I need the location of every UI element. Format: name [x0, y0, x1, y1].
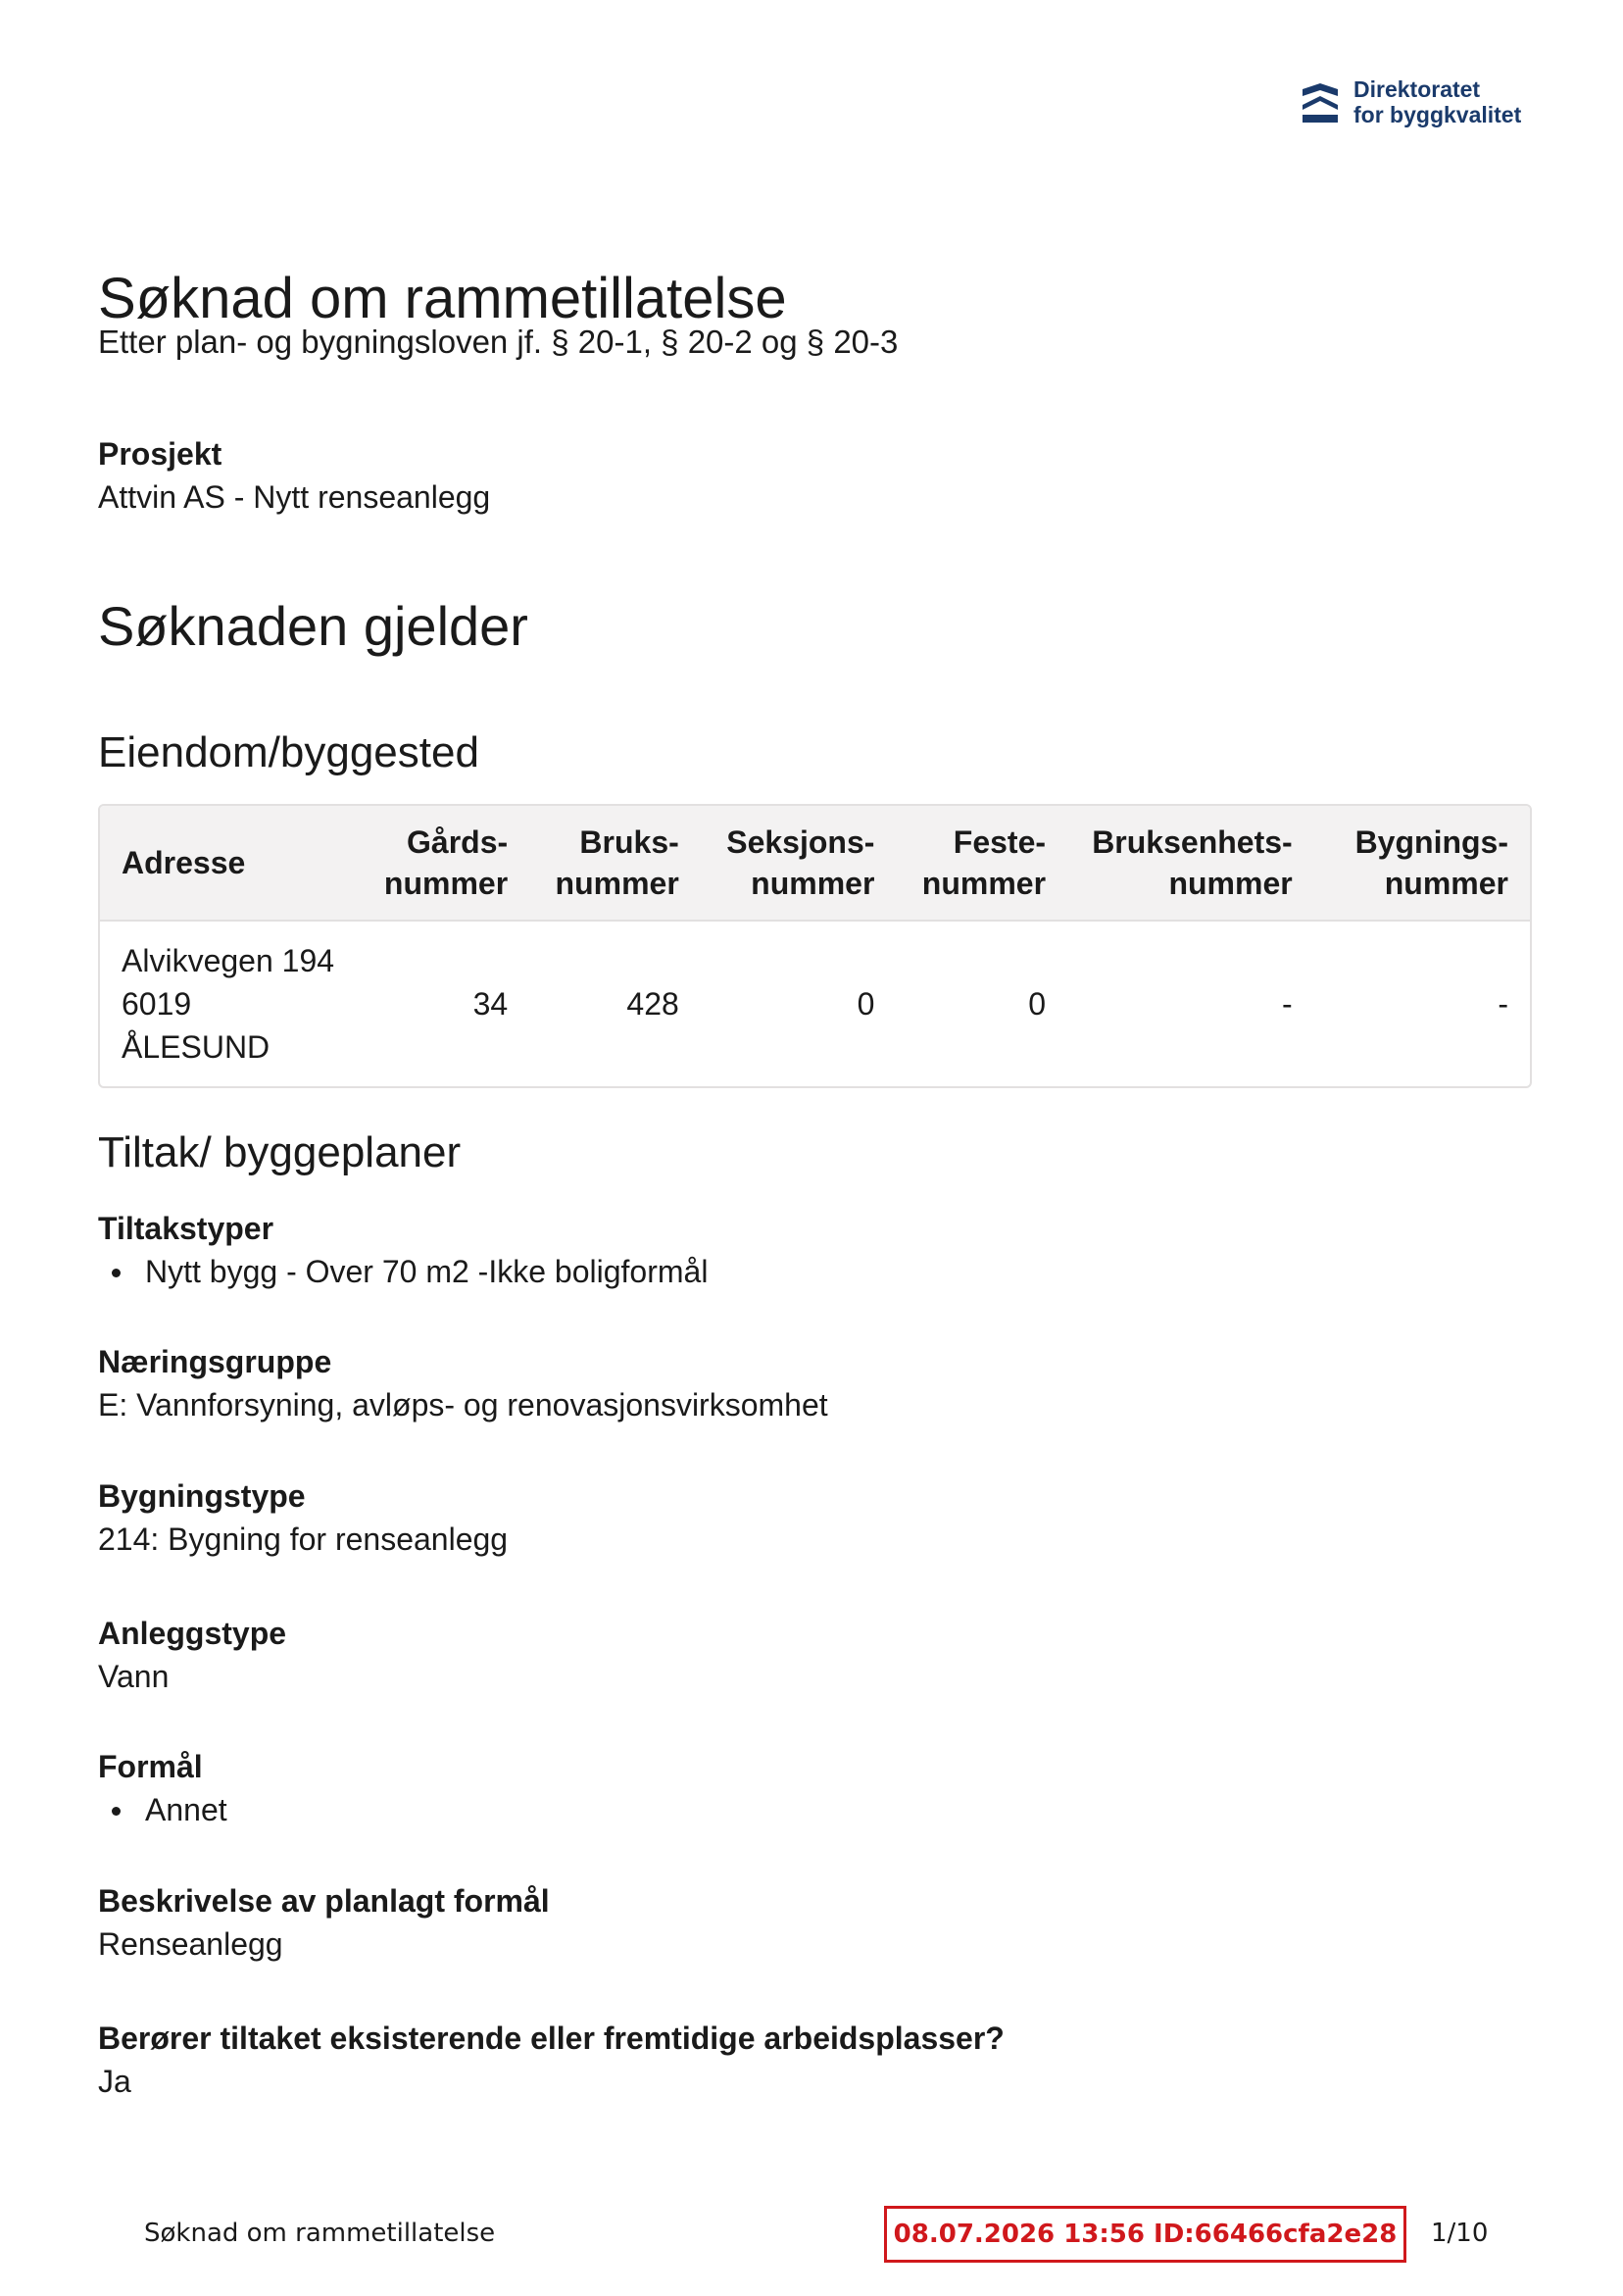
footer-page-number: 1/10 [1431, 2219, 1489, 2248]
footer-timestamp-stamp: 08.07.2026 13:56 ID:66466cfa2e28 [884, 2206, 1406, 2263]
formal-label: Formål [98, 1749, 203, 1784]
property-table [98, 804, 1532, 1088]
anleggstype-label: Anleggstype [98, 1616, 287, 1651]
measures-heading: Tiltak/ byggeplaner [98, 1128, 462, 1176]
bygningstype-field [98, 1475, 508, 1562]
bygningstype-value: 214: Bygning for renseanlegg [98, 1522, 509, 1557]
column-header-bruksenhetsnummer: Bruksenhets- nummer [1067, 806, 1314, 922]
logo-text [1353, 76, 1521, 127]
section-heading: Søknaden gjelder [98, 595, 528, 657]
cell-adresse: Alvikvegen 194 6019 ÅLESUND [122, 943, 335, 1065]
list-item: Annet [98, 1787, 227, 1832]
footer-document-title: Søknad om rammetillatelse [144, 2219, 496, 2248]
column-header-bruksnummer: Bruks- nummer [529, 806, 701, 922]
table-row [100, 922, 1530, 1086]
arbeidsplasser-value: Ja [98, 2064, 131, 2099]
anleggstype-value: Vann [98, 1659, 170, 1694]
bygningstype-label: Bygningstype [98, 1478, 306, 1514]
column-header-gardsnummer: Gårds- nummer [363, 806, 529, 922]
logo-line-1: Direktoratet [1353, 76, 1481, 102]
column-header-adresse: Adresse [100, 806, 363, 922]
logo-line-2: for byggkvalitet [1353, 102, 1522, 127]
arbeidsplasser-field [98, 2018, 1005, 2104]
column-header-bygningsnummer: Bygnings- nummer [1314, 806, 1530, 922]
formal-field [98, 1746, 227, 1832]
naeringsgruppe-value: E: Vannforsyning, avløps- og renovasjonsvirksomhet [98, 1387, 828, 1423]
document-title: Søknad om rammetillatelse [98, 267, 787, 330]
beskrivelse-value: Renseanlegg [98, 1926, 283, 1962]
cell-bruksnummer: 428 [626, 986, 679, 1022]
document-subtitle: Etter plan- og bygningsloven jf. § 20-1, § 20-2 og § 20-3 [98, 324, 899, 360]
cell-bruksenhetsnummer: - [1282, 986, 1293, 1022]
column-header-festenummer: Feste- nummer [896, 806, 1067, 922]
table-header-row [100, 806, 1530, 922]
naeringsgruppe-field [98, 1341, 828, 1427]
project-value: Attvin AS - Nytt renseanlegg [98, 479, 491, 515]
dibk-logo-mark-icon [1301, 79, 1340, 125]
arbeidsplasser-label: Berører tiltaket eksisterende eller fremtidige arbeidsplasser? [98, 2021, 1005, 2056]
formal-list [98, 1787, 227, 1832]
tiltakstyper-label: Tiltakstyper [98, 1211, 274, 1246]
cell-festenummer: 0 [1028, 986, 1047, 1022]
beskrivelse-field [98, 1880, 550, 1967]
column-header-seksjonsnummer: Seksjons- nummer [701, 806, 897, 922]
cell-gardsnummer: 34 [472, 986, 509, 1022]
naeringsgruppe-label: Næringsgruppe [98, 1344, 332, 1379]
list-item: Nytt bygg - Over 70 m2 -Ikke boligformål [98, 1249, 708, 1294]
tiltakstyper-list [98, 1249, 708, 1294]
dibk-logo [1301, 76, 1521, 127]
cell-seksjonsnummer: 0 [857, 986, 875, 1022]
project-field [98, 433, 490, 520]
project-label: Prosjekt [98, 436, 222, 472]
cell-bygningsnummer: - [1498, 986, 1508, 1022]
anleggstype-field [98, 1613, 286, 1699]
tiltakstyper-field [98, 1208, 708, 1294]
property-heading: Eiendom/byggested [98, 728, 479, 776]
beskrivelse-label: Beskrivelse av planlagt formål [98, 1883, 550, 1919]
